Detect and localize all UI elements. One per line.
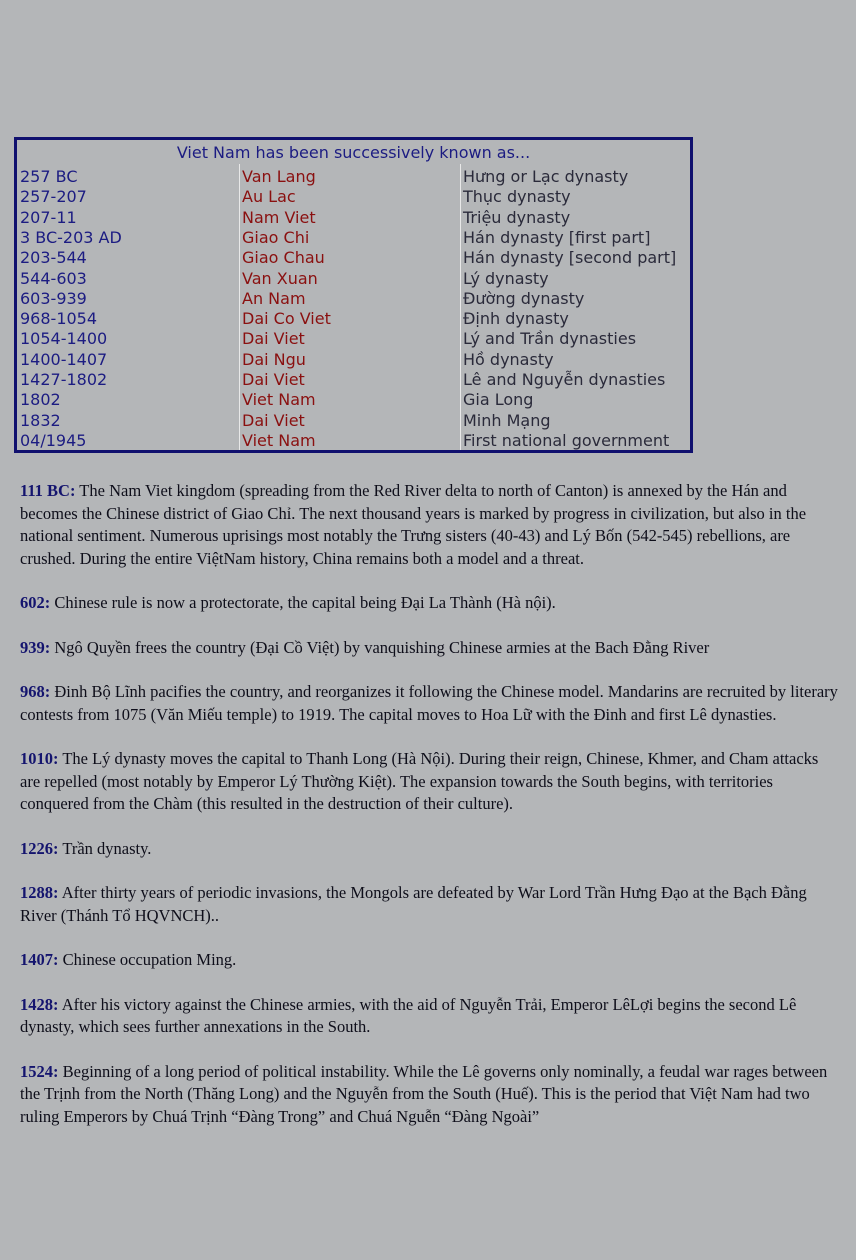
entry-text: The Lý dynasty moves the capital to Thanh Long (Hà Nội). During their reign, Chinese, Khmer, and Cham attacks are repelled (most notably by Emperor Lý Thường Kiệt). The expansion towards the South begins, with territories conquered from the Chàm (this resulted in the destruction of their culture).: [20, 749, 819, 813]
entry-year: 111 BC:: [20, 481, 76, 500]
table-row: [17, 228, 690, 248]
table-row: [17, 350, 690, 370]
dynasty-cell: Hán dynasty [second part]: [463, 248, 677, 268]
dynasty-cell: Định dynasty: [463, 309, 569, 329]
table-row: [17, 187, 690, 207]
history-entry: [20, 838, 842, 861]
entry-year: 1428:: [20, 994, 59, 1014]
entry-year: 968:: [20, 682, 51, 701]
name-cell: Van Lang: [242, 167, 316, 186]
history-entry: [20, 994, 842, 1039]
history-entry: [20, 949, 842, 972]
dynasty-cell: Thục dynasty: [463, 187, 571, 207]
entry-year: 1524:: [20, 1061, 59, 1081]
entry-year: 602:: [20, 593, 51, 612]
period-cell: 1427-1802: [20, 370, 108, 389]
name-cell: Dai Viet: [242, 370, 305, 389]
table-row: [17, 370, 690, 390]
history-entry: [20, 748, 842, 816]
name-cell: Au Lac: [242, 187, 296, 207]
dynasty-cell: Hán dynasty [first part]: [463, 227, 651, 247]
entry-text: The Nam Viet kingdom (spreading from the Red River delta to north of Canton) is annexed by the Hán and becomes the Chinese district of Giao Chỉ. The next thousand years is marked by progress in civilization, but also in the national sentiment. Numerous uprisings most notably the Trưng sisters (40-43) and Lý Bốn (542-545) rebellions, are crushed. During the entire ViệtNam history, China remains both a model and a threat.: [20, 481, 807, 568]
period-cell: 3 BC-203 AD: [20, 227, 122, 247]
period-cell: 257-207: [20, 187, 87, 207]
entry-text: Chinese occupation Ming.: [58, 950, 237, 969]
name-cell: Giao Chau: [242, 248, 325, 268]
history-entry: [20, 681, 842, 726]
table-row: [17, 208, 690, 228]
history-entry: [20, 637, 842, 660]
dynasty-cell: Minh Mạng: [463, 410, 551, 430]
name-cell: Viet Nam: [242, 430, 316, 450]
table-caption: Viet Nam has been successively known as...: [176, 143, 531, 162]
table-row: [17, 411, 690, 431]
period-cell: 968-1054: [20, 309, 98, 329]
history-entry: [20, 882, 842, 927]
entry-year: 939:: [20, 637, 51, 657]
entry-year: 1407:: [20, 950, 59, 969]
entry-text: Ngô Quyền frees the country (Đại Cồ Việt) by vanquishing Chinese armies at the Bach Đằng River: [50, 637, 710, 657]
dynasty-cell: First national government: [463, 430, 670, 450]
name-cell: Van Xuan: [242, 268, 318, 288]
period-cell: 1400-1407: [20, 349, 108, 369]
dynasty-cell: Triệu dynasty: [463, 207, 571, 227]
dynasty-cell: Hồ dynasty: [463, 349, 554, 369]
name-cell: Viet Nam: [242, 390, 316, 410]
dynasty-cell: Hưng or Lạc dynasty: [463, 167, 629, 186]
entry-text: Đinh Bộ Lĩnh pacifies the country, and reorganizes it following the Chinese model. Mandarins are recruited by literary contests from 1075 (Văn Miếu temple) to 1919. The capital moves to Hoa Lữ with the Đinh and first Lê dynasties.: [20, 682, 838, 724]
history-entry: [20, 480, 842, 570]
entry-text: Trần dynasty.: [58, 838, 152, 858]
table-row: [17, 269, 690, 289]
period-cell: 603-939: [20, 288, 87, 308]
entry-text: Chinese rule is now a protectorate, the capital being Đại La Thành (Hà nội).: [50, 593, 556, 612]
dynasty-cell: Gia Long: [463, 390, 534, 410]
period-cell: 04/1945: [20, 430, 87, 450]
table-row: [17, 431, 690, 451]
history-text: [20, 480, 842, 1150]
history-entry: [20, 592, 842, 615]
period-cell: 1054-1400: [20, 329, 108, 349]
entry-text: Beginning of a long period of political instability. While the Lê governs only nominally, a feudal war rages between the Trịnh from the North (Thăng Long) and the Nguyễn from the South (Huế). This is the period that Việt Nam had two ruling Emperors by Chuá Trịnh “Đàng Trong” and Chuá Nguễn “Đàng Ngoài”: [20, 1061, 828, 1126]
table-row: [17, 309, 690, 329]
entry-year: 1288:: [20, 883, 59, 902]
dynasty-cell: Lý dynasty: [463, 268, 549, 288]
names-table: [14, 137, 693, 453]
table-row: [17, 167, 690, 187]
entry-year: 1226:: [20, 838, 59, 858]
period-cell: 1802: [20, 390, 61, 410]
table-row: [17, 248, 690, 268]
period-cell: 203-544: [20, 248, 87, 268]
name-cell: An Nam: [242, 288, 306, 308]
name-cell: Dai Viet: [242, 329, 305, 349]
table-row: [17, 289, 690, 309]
name-cell: Dai Viet: [242, 410, 305, 430]
period-cell: 257 BC: [20, 167, 78, 186]
entry-year: 1010:: [20, 749, 59, 768]
period-cell: 207-11: [20, 207, 77, 227]
dynasty-cell: Lê and Nguyễn dynasties: [463, 370, 666, 389]
name-cell: Nam Viet: [242, 207, 316, 227]
dynasty-cell: Đường dynasty: [463, 288, 585, 308]
table-row: [17, 329, 690, 349]
table-row: [17, 390, 690, 410]
history-entry: [20, 1061, 842, 1129]
period-cell: 544-603: [20, 268, 87, 288]
period-cell: 1832: [20, 410, 61, 430]
name-cell: Giao Chi: [242, 227, 310, 247]
entry-text: After thirty years of periodic invasions, the Mongols are defeated by War Lord Trần Hưng Đạo at the Bạch Đằng River (Thánh Tổ HQVNCH)..: [20, 883, 807, 925]
dynasty-cell: Lý and Trần dynasties: [463, 329, 637, 349]
name-cell: Dai Ngu: [242, 349, 306, 369]
entry-text: After his victory against the Chinese armies, with the aid of Nguyễn Trải, Emperor LêLợi begins the second Lê dynasty, which sees further annexations in the South.: [20, 994, 797, 1036]
name-cell: Dai Co Viet: [242, 309, 331, 329]
